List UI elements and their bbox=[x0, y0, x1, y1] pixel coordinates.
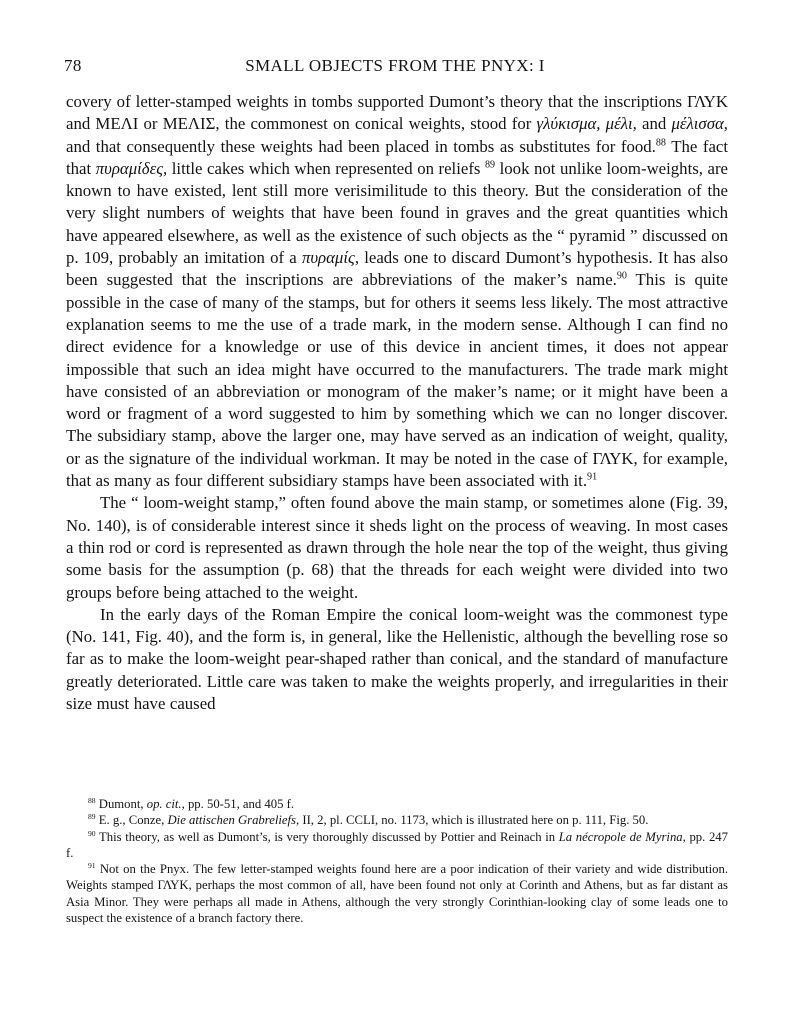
greek-word: μέλισσα, bbox=[671, 114, 728, 134]
greek-inscription: ΜΕΛΙΣ bbox=[162, 114, 216, 134]
footnote-90: $^{90}$ This theory, as well as Dumont’s, is very thoroughly discussed by Pottier and Reinach in La nécropole de Myrina, pp. 247 f. bbox=[66, 828, 728, 860]
paragraph-1: covery of letter-stamped weights in tombs supported Dumont’s theory that the inscriptions ΓΛΥΚ and ΜΕΛΙ or ΜΕΛΙΣ, the commonest on conical weights, stood for γλύκισμα, μέλι, and μέλισσα, and that consequently these weights had been placed in tombs as substitutes for food.$^{88}$ The fact that πυραμίδες, little cakes which when represented on reliefs $^{89}$ look not unlike loom-weights, are known to have existed, lent still more verisimilitude to this theory. But the consideration of the very slight numbers of weights that have been found in graves and the great quantities which have appeared elsewhere, as well as the existence of such objects as the “ pyramid ” discussed on p. 109, probably an imitation of a πυραμίς, leads one to discard Dumont’s hypothesis. It has also been suggested that the inscriptions are abbreviations of the maker’s name.$^{90}$ This is quite possible in the case of many of the stamps, but for others it seems less likely. The most attractive explanation seems to me the use of a trade mark, in the modern sense. Although I can find no direct evidence for a knowledge or use of this device in ancient times, it does not appear impossible that such an idea might have occurred to the manufacturers. The trade mark might have consisted of an abbreviation or monogram of the maker’s name; or it might have been a word or fragment of a word suggested to him by something which we can no longer discover. The subsidiary stamp, above the larger one, may have served as an indication of weight, quality, or as the signature of the individual workman. It may be noted in the case of ΓΛΥΚ, for example, that as many as four different subsidiary stamps have been associated with it.$^{91}$ bbox=[66, 92, 729, 491]
paragraph-2: The “ loom-weight stamp,” often found above the main stamp, or sometimes alone (Fig. 39, No. 140), is of considerable interest since it sheds light on the process of weaving. In most cases a thin rod or cord is represented as drawn through the hole near the top of the weight, thus giving some basis for the assumption (p. 68) that the threads for each weight were divided into two groups before being attached to the weight. bbox=[66, 493, 728, 602]
footnote-88: $^{88}$ Dumont, op. cit., pp. 50-51, and 405 f. bbox=[88, 795, 295, 811]
greek-inscription: ΜΕΛΙ bbox=[95, 114, 139, 134]
footnote-ref-88: 88 bbox=[655, 137, 666, 148]
footnote-ref-90: 90 bbox=[616, 270, 627, 282]
footnote-ref-91: 91 bbox=[587, 471, 598, 483]
paragraph-3: In the early days of the Roman Empire the conical loom-weight was the commonest type (No. 141, Fig. 40), and the form is, in general, like the Hellenistic, although the bevelling rose so far as to make the loom-weight pear-shaped rather than conical, and the standard of manufacture greatly deteriorated. Little care was taken to make the weights properly, and irregularities in their size must have caused bbox=[66, 604, 728, 714]
footnote-91: $^{91}$ Not on the Pnyx. The few letter-stamped weights found here are a poor indication of their variety and wide distribution. Weights stamped ΓΛΥΚ, perhaps the most common of all, have been found not only at Corinth and Athens, but as far distant as Asia Minor. They were perhaps all made in Athens, although the very strongly Corinthian-looking clay of some leads one to suspect the existence of a branch factory there. bbox=[66, 860, 728, 926]
running-head: SMALL OBJECTS FROM THE PNYX: I bbox=[245, 56, 545, 75]
footnote-ref-89: 89 bbox=[485, 159, 496, 171]
page-number: 78 bbox=[64, 56, 82, 75]
greek-word: πυραμίς, bbox=[301, 248, 360, 268]
greek-word: πυραμίδες, bbox=[95, 158, 168, 178]
body-text bbox=[66, 91, 728, 715]
footnote-89: $^{89}$ E. g., Conze, Die attischen Grabreliefs, II, 2, pl. CCLI, no. 1173, which is illustrated here on p. 111, Fig. 50. bbox=[88, 812, 649, 828]
page-header bbox=[64, 55, 726, 77]
greek-word: γλύκισμα, μέλι, bbox=[536, 114, 637, 134]
footnotes bbox=[66, 796, 728, 926]
greek-inscription: ΓΛΥΚ bbox=[592, 448, 634, 468]
greek-inscription: ΓΛΥΚ bbox=[687, 92, 728, 111]
greek-inscription: ΓΛΥΚ bbox=[157, 878, 189, 893]
